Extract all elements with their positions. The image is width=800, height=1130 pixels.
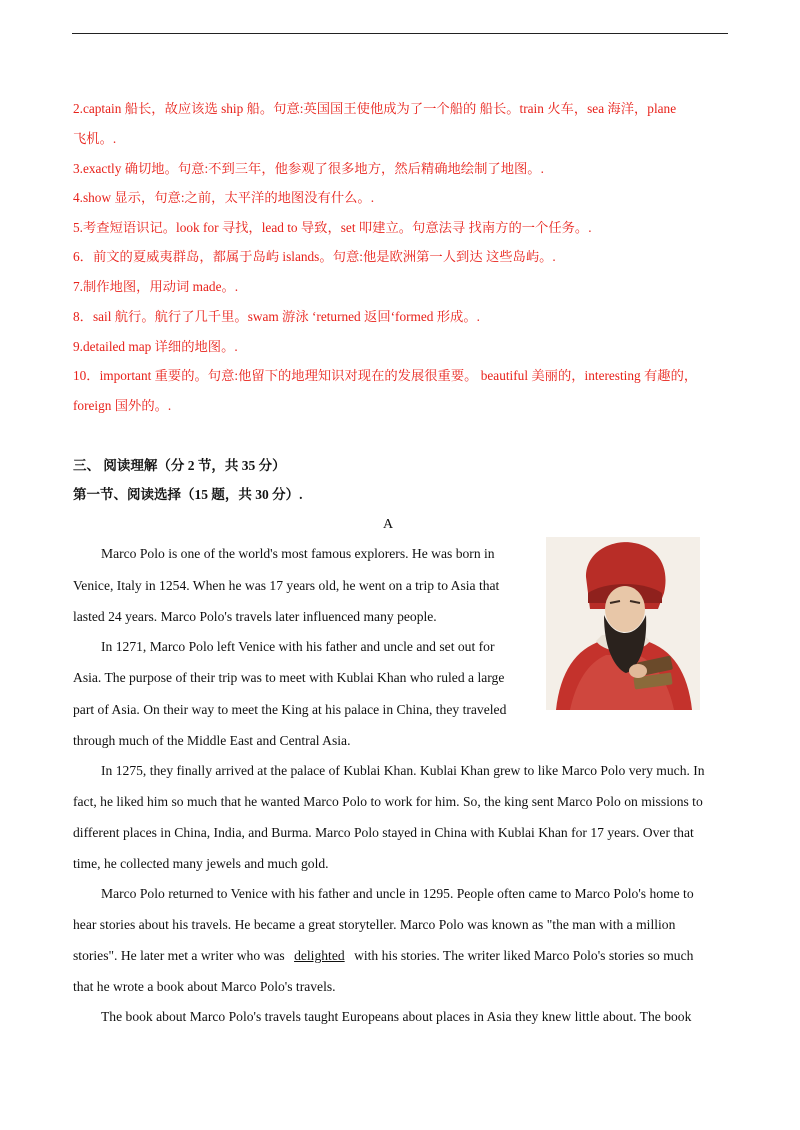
passage-line: In 1275, they finally arrived at the palace of Kublai Khan. Kublai Khan grew to like Marco Polo very much. In: [101, 763, 705, 778]
answer-line-3: 3.exactly 确切地。句意:不到三年，他参观了很多地方，然后精确地绘制了地图。.: [73, 161, 544, 176]
passage-line: The book about Marco Polo's travels taught Europeans about places in Asia they knew little about. The book: [101, 1009, 692, 1024]
passage-line: In 1271, Marco Polo left Venice with his father and uncle and set out for: [101, 639, 495, 654]
subsection-title: 第一节、阅读选择（15 题，共 30 分）.: [73, 487, 303, 502]
answer-line-6: 6．前文的夏威夷群岛，都属于岛屿 islands。句意:他是欧洲第一人到达 这些岛屿。.: [73, 249, 556, 264]
answer-line-5: 5.考查短语识记。look for 寻找，lead to 导致，set 叩建立。句意法寻 找南方的一个任务。.: [73, 220, 592, 235]
passage-line: [73, 947, 693, 965]
answer-line-8: 8．sail 航行。航行了几千里。swam 游泳 ‘returned 返回‘formed 形成。.: [73, 309, 480, 324]
underlined-word: delighted: [294, 948, 345, 963]
passage-label: A: [383, 517, 394, 532]
section-title: 三、 阅读理解（分 2 节，共 35 分）: [73, 458, 286, 473]
passage-text: stories". He later met a writer who was: [73, 948, 285, 963]
answer-line-10: 10．important 重要的。句意:他留下的地理知识对现在的发展很重要。 beautiful 美丽的，interesting 有趣的，: [73, 368, 698, 383]
marco-polo-portrait: [546, 537, 700, 710]
passage-line: lasted 24 years. Marco Polo's travels later influenced many people.: [73, 609, 437, 624]
answer-line-2: 2.captain 船长，故应该选 ship 船。句意:英国国王使他成为了一个船的 船长。train 火车，sea 海洋，plane: [73, 101, 677, 116]
answer-line-10-cont: foreign 国外的。.: [73, 398, 172, 413]
passage-line: Asia. The purpose of their trip was to meet with Kublai Khan who ruled a large: [73, 670, 505, 685]
answer-line-9: 9.detailed map 详细的地图。.: [73, 339, 238, 354]
passage-line: fact, he liked him so much that he wanted Marco Polo to work for him. So, the king sent Marco Polo on missions to: [73, 794, 703, 809]
answer-line-7: 7.制作地图，用动词 made。.: [73, 279, 239, 294]
answer-line-4: 4.show 显示，句意:之前，太平洋的地图没有什么。.: [73, 190, 375, 205]
passage-text: with his stories. The writer liked Marco Polo's stories so much: [354, 948, 694, 963]
passage-line: Venice, Italy in 1254. When he was 17 years old, he went on a trip to Asia that: [73, 578, 500, 593]
passage-line: different places in China, India, and Burma. Marco Polo stayed in China with Kublai Khan for 17 years. Over that: [73, 825, 694, 840]
passage-line: through much of the Middle East and Central Asia.: [73, 733, 351, 748]
answer-line-2-cont: 飞机。.: [73, 131, 117, 146]
passage-line: Marco Polo is one of the world's most famous explorers. He was born in: [101, 546, 495, 561]
header-rule: [72, 33, 728, 34]
passage-line: time, he collected many jewels and much gold.: [73, 856, 329, 871]
passage-line: part of Asia. On their way to meet the King at his palace in China, they traveled: [73, 702, 507, 717]
passage-line: hear stories about his travels. He became a great storyteller. Marco Polo was known as "the man with a million: [73, 917, 676, 932]
passage-line: that he wrote a book about Marco Polo's travels.: [73, 979, 336, 994]
passage-line: Marco Polo returned to Venice with his father and uncle in 1295. People often came to Marco Polo's home to: [101, 886, 694, 901]
